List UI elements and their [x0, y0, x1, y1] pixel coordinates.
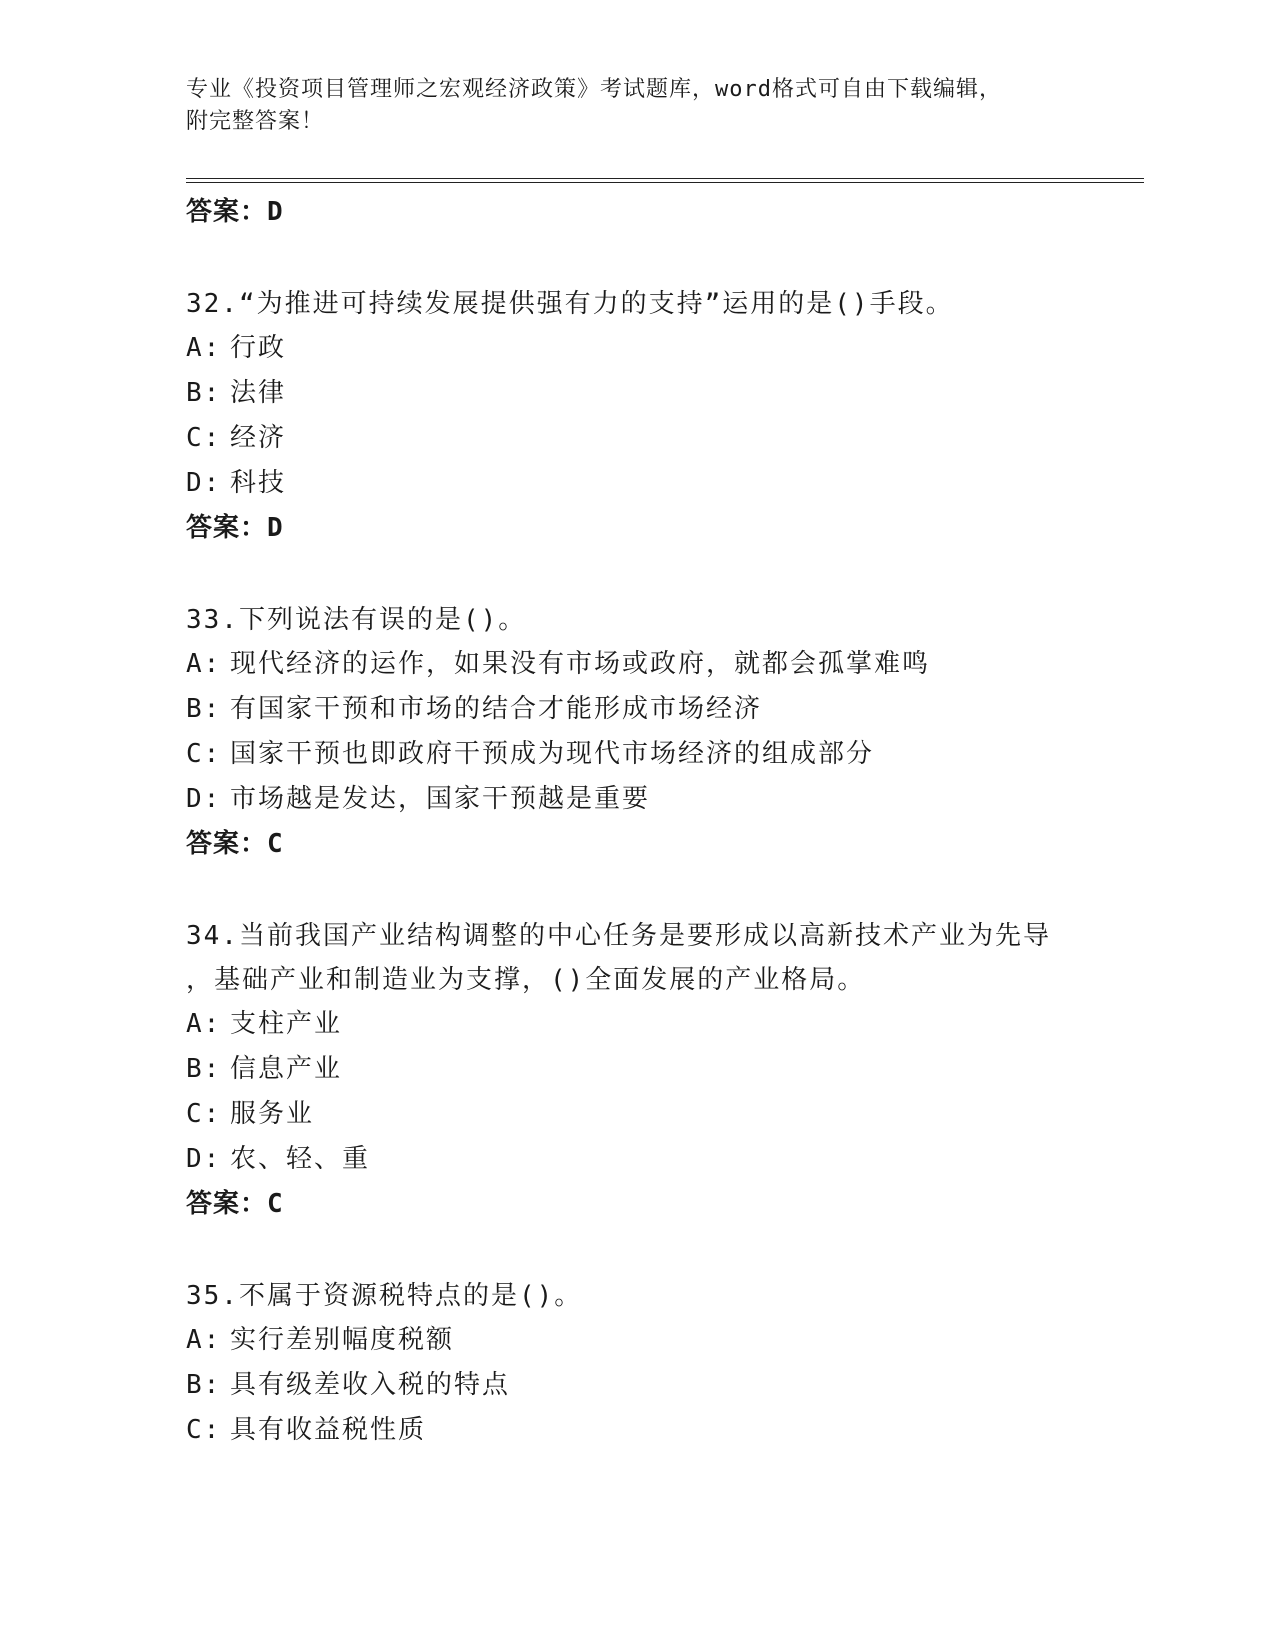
option-text: 服务业: [230, 1099, 315, 1129]
option-key: D:: [186, 468, 222, 498]
option-text: 法律: [230, 378, 287, 408]
option-a: [186, 326, 1144, 371]
option-d: [186, 461, 1144, 506]
question-32: [186, 282, 1144, 550]
option-key: A:: [186, 333, 222, 363]
header-line-1: 专业《投资项目管理师之宏观经济政策》考试题库，word格式可自由下载编辑，: [186, 77, 1002, 102]
option-b: [186, 1363, 1144, 1408]
option-c: [186, 1092, 1144, 1137]
option-c: [186, 732, 1144, 777]
option-key: D:: [186, 1144, 222, 1174]
option-c: [186, 1408, 1144, 1453]
option-text: 实行差别幅度税额: [230, 1325, 455, 1355]
answer: 答案：C: [186, 829, 284, 859]
question-stem: 34.当前我国产业结构调整的中心任务是要形成以高新技术产业为先导: [186, 921, 1051, 951]
option-b: [186, 687, 1144, 732]
option-text: 现代经济的运作，如果没有市场或政府，就都会孤掌难鸣: [230, 649, 931, 679]
option-key: B:: [186, 1054, 222, 1084]
option-key: A:: [186, 1009, 222, 1039]
option-d: [186, 777, 1144, 822]
option-text: 有国家干预和市场的结合才能形成市场经济: [230, 694, 763, 724]
option-key: D:: [186, 784, 222, 814]
question-list: [186, 190, 1144, 1453]
option-b: [186, 1047, 1144, 1092]
option-text: 经济: [230, 423, 287, 453]
option-text: 具有收益税性质: [230, 1415, 427, 1445]
header-divider-top: [186, 178, 1144, 179]
option-a: [186, 1318, 1144, 1363]
option-key: A:: [186, 1325, 222, 1355]
option-key: C:: [186, 423, 222, 453]
option-b: [186, 371, 1144, 416]
option-c: [186, 416, 1144, 461]
option-key: C:: [186, 1415, 222, 1445]
answer: 答案：C: [186, 1189, 284, 1219]
option-key: C:: [186, 739, 222, 769]
header-divider-bottom: [186, 182, 1144, 183]
option-a: [186, 1002, 1144, 1047]
option-text: 支柱产业: [230, 1009, 343, 1039]
question-stem-continued: ，基础产业和制造业为支撑，()全面发展的产业格局。: [186, 965, 866, 995]
option-text: 市场越是发达，国家干预越是重要: [230, 784, 651, 814]
answer: 答案：D: [186, 513, 284, 543]
option-d: [186, 1137, 1144, 1182]
option-text: 科技: [230, 468, 287, 498]
question-stem: 35.不属于资源税特点的是()。: [186, 1281, 583, 1311]
option-text: 国家干预也即政府干预成为现代市场经济的组成部分: [230, 739, 875, 769]
question-34: [186, 914, 1144, 1226]
question-stem: 32.“为推进可持续发展提供强有力的支持”运用的是()手段。: [186, 289, 954, 319]
document-header: [186, 74, 1066, 138]
previous-answer: 答案：D: [186, 197, 284, 227]
option-key: B:: [186, 378, 222, 408]
question-stem: 33.下列说法有误的是()。: [186, 605, 527, 635]
question-35: [186, 1274, 1144, 1453]
option-text: 农、轻、重: [230, 1144, 371, 1174]
question-33: [186, 598, 1144, 866]
option-key: A:: [186, 649, 222, 679]
option-key: C:: [186, 1099, 222, 1129]
option-text: 信息产业: [230, 1054, 343, 1084]
option-key: B:: [186, 1370, 222, 1400]
option-text: 行政: [230, 333, 287, 363]
option-a: [186, 642, 1144, 687]
option-key: B:: [186, 694, 222, 724]
option-text: 具有级差收入税的特点: [230, 1370, 511, 1400]
header-line-2: 附完整答案！: [186, 109, 325, 134]
